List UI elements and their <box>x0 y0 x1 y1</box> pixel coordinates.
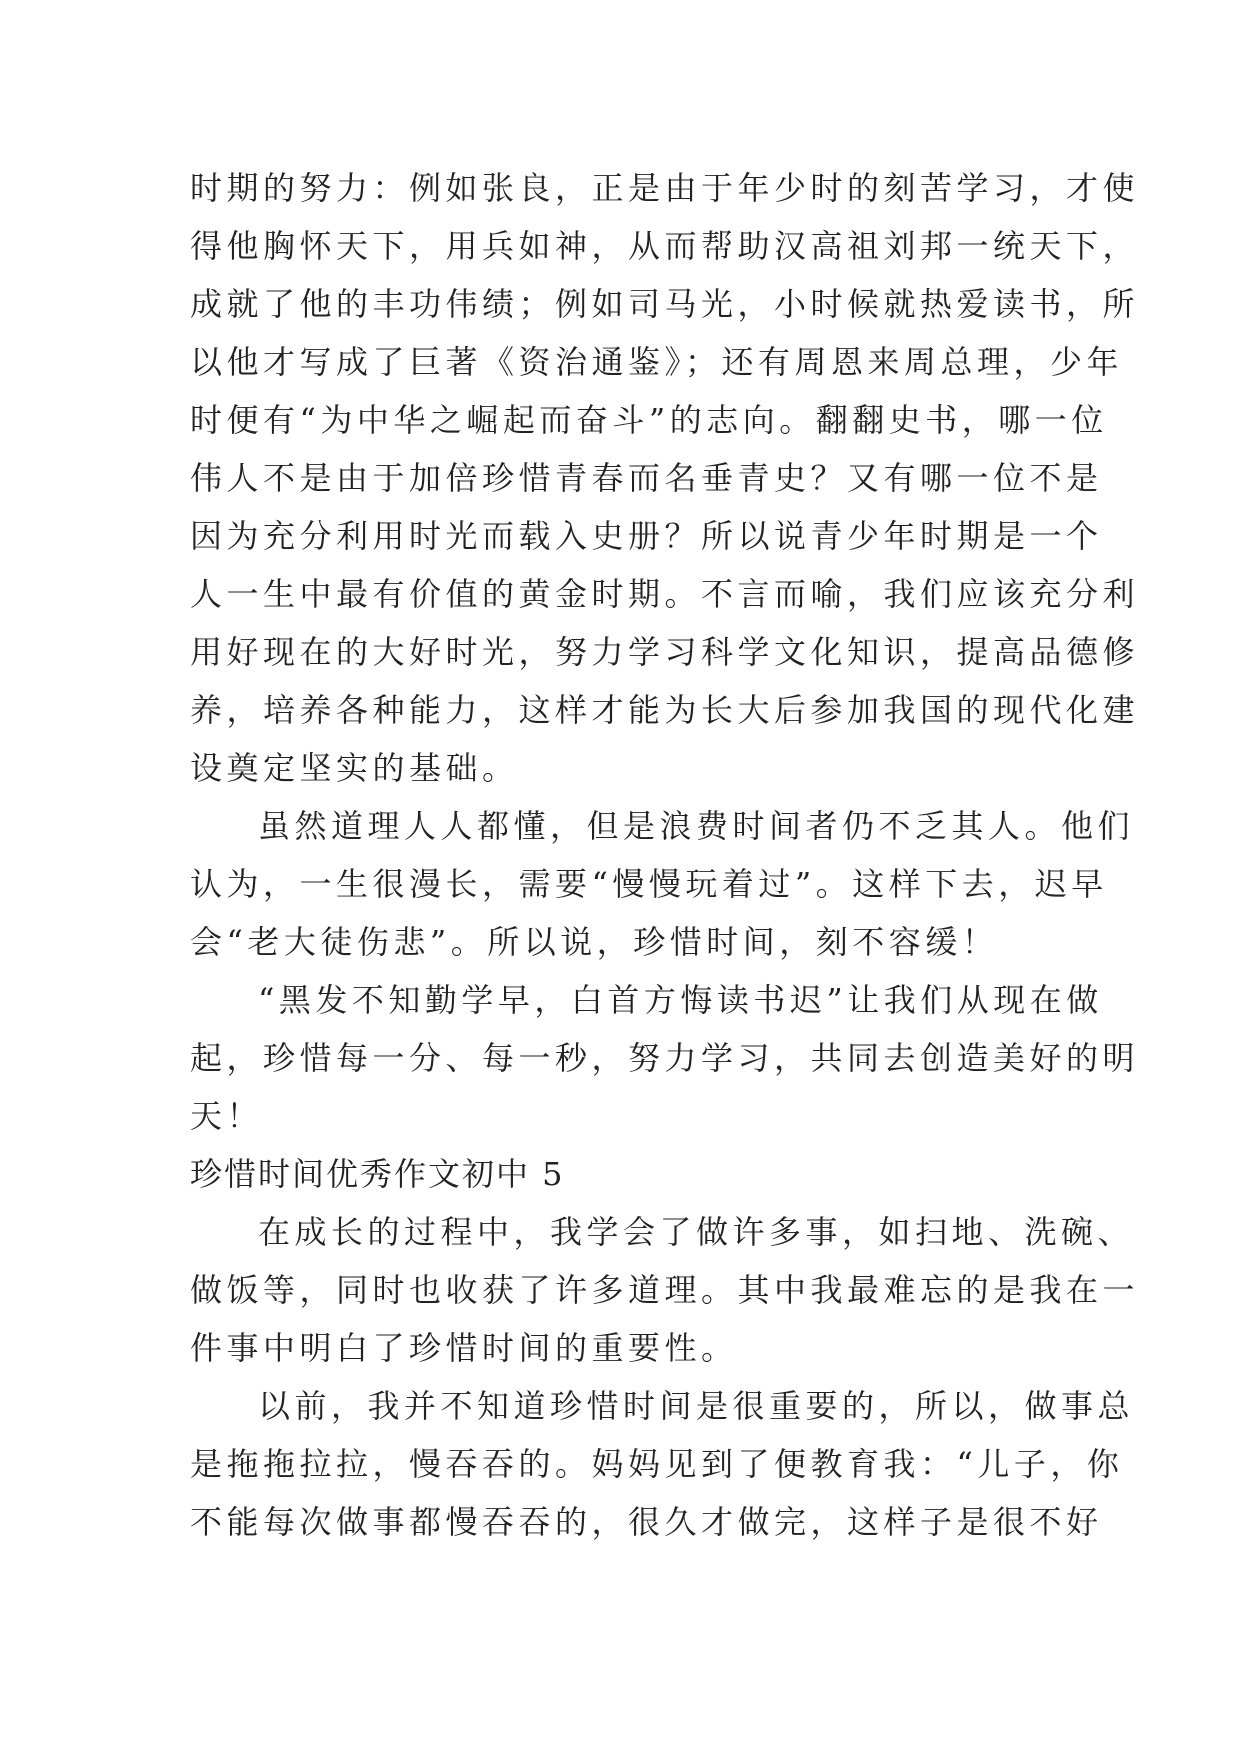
text-line: 起，珍惜每一分、每一秒，努力学习，共同去创造美好的明 <box>190 1039 1140 1077</box>
section-heading: 珍惜时间优秀作文初中 5 <box>190 1155 565 1193</box>
text-line: 是拖拖拉拉，慢吞吞的。妈妈见到了便教育我：“儿子，你 <box>190 1445 1124 1483</box>
text-line: 天！ <box>190 1097 264 1135</box>
text-line: 不能每次做事都慢吞吞的，很久才做完，这样子是很不好 <box>190 1503 1103 1541</box>
text-line: 会“老大徒伤悲”。所以说，珍惜时间，刻不容缓！ <box>190 923 999 961</box>
text-line: 伟人不是由于加倍珍惜青春而名垂青史？又有哪一位不是 <box>190 459 1103 497</box>
text-line: 时便有“为中华之崛起而奋斗”的志向。翻翻史书，哪一位 <box>190 401 1108 439</box>
paragraph-first-line: 以前，我并不知道珍惜时间是很重要的，所以，做事总 <box>258 1387 1135 1425</box>
text-line: 件事中明白了珍惜时间的重要性。 <box>190 1329 738 1367</box>
text-line: 时期的努力：例如张良，正是由于年少时的刻苦学习，才使 <box>190 169 1140 207</box>
text-line: 以他才写成了巨著《资治通鉴》；还有周恩来周总理，少年 <box>190 343 1124 381</box>
text-line: 设奠定坚实的基础。 <box>190 749 519 787</box>
paragraph-first-line: 虽然道理人人都懂，但是浪费时间者仍不乏其人。他们 <box>258 807 1135 845</box>
text-line: 用好现在的大好时光，努力学习科学文化知识，提高品德修 <box>190 633 1140 671</box>
text-line: 养，培养各种能力，这样才能为长大后参加我国的现代化建 <box>190 691 1140 729</box>
text-line: 认为，一生很漫长，需要“慢慢玩着过”。这样下去，迟早 <box>190 865 1108 903</box>
text-line: 做饭等，同时也收获了许多道理。其中我最难忘的是我在一 <box>190 1271 1140 1309</box>
paragraph-first-line: “黑发不知勤学早，白首方悔读书迟”让我们从现在做 <box>258 981 1103 1019</box>
text-line: 得他胸怀天下，用兵如神，从而帮助汉高祖刘邦一统天下， <box>190 227 1140 265</box>
text-line: 人一生中最有价值的黄金时期。不言而喻，我们应该充分利 <box>190 575 1140 613</box>
text-line: 成就了他的丰功伟绩；例如司马光，小时候就热爱读书，所 <box>190 285 1140 323</box>
paragraph-first-line: 在成长的过程中，我学会了做许多事，如扫地、洗碗、 <box>258 1213 1135 1251</box>
text-line: 因为充分利用时光而载入史册？所以说青少年时期是一个 <box>190 517 1103 555</box>
